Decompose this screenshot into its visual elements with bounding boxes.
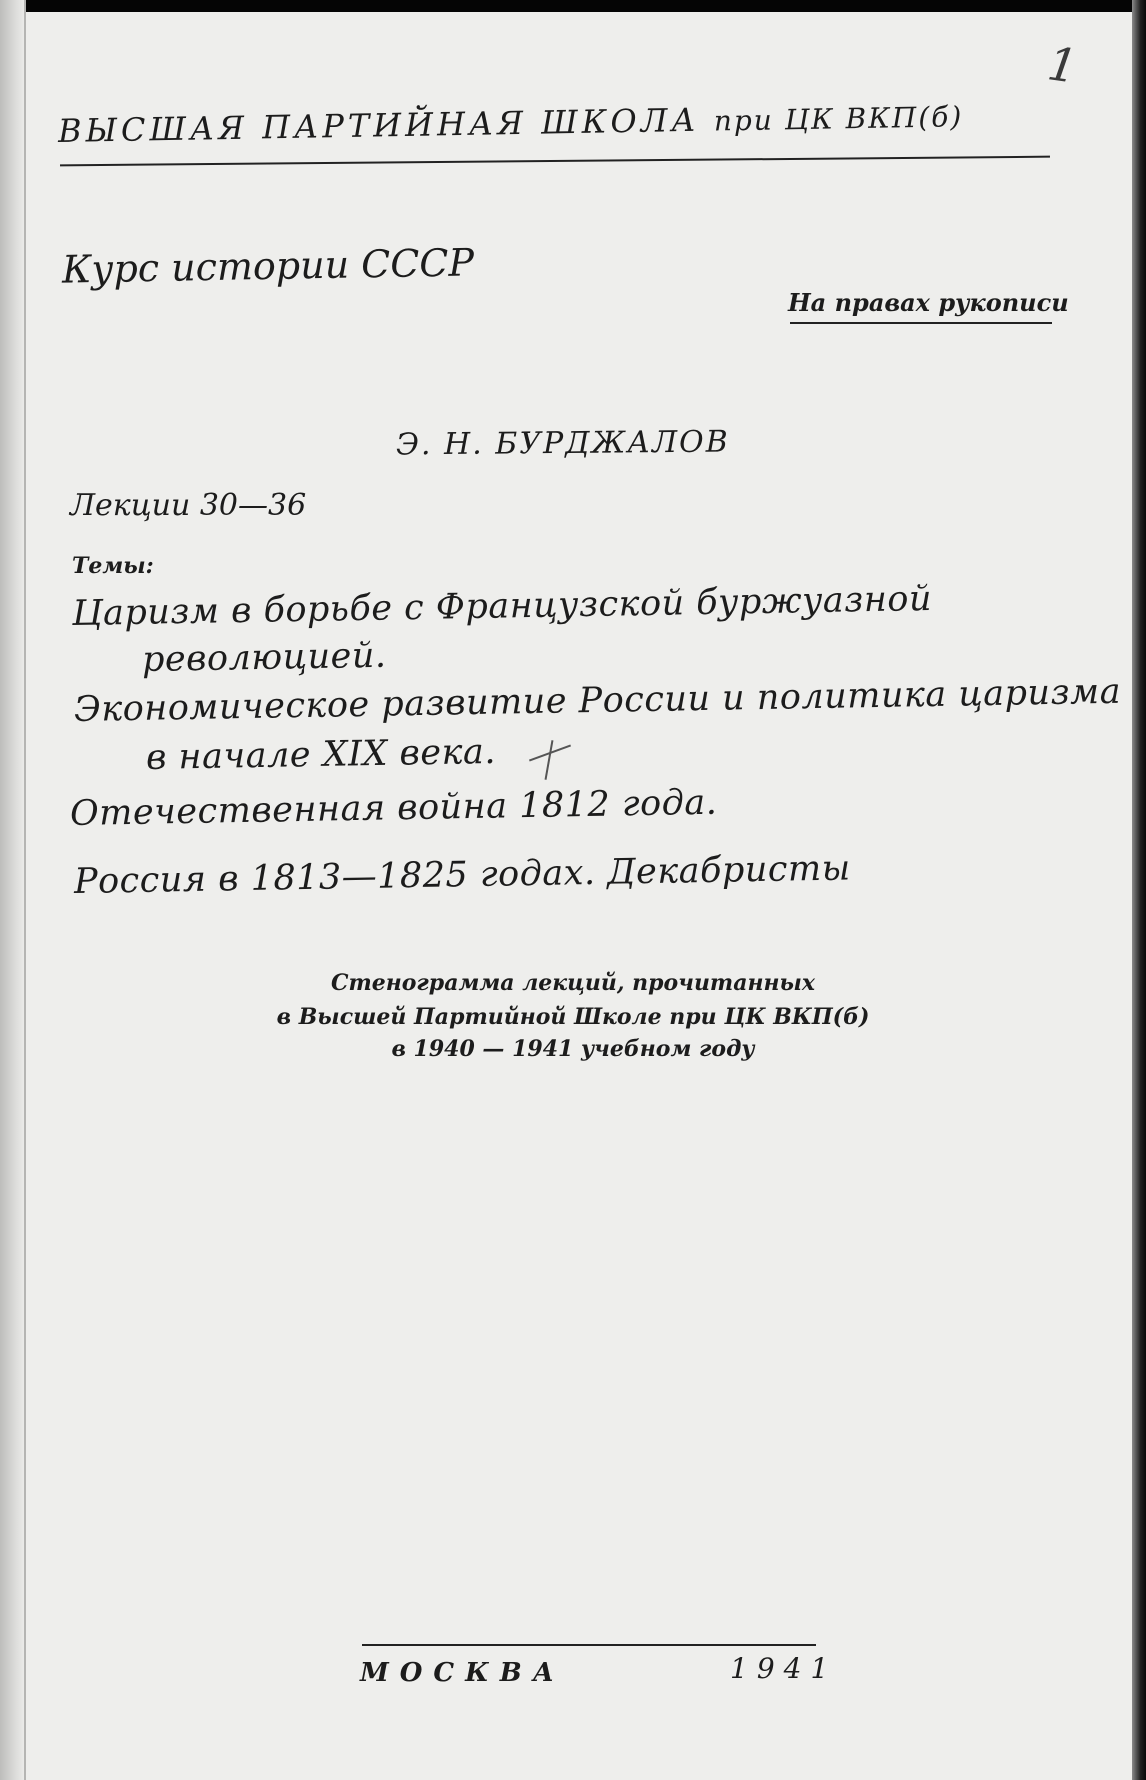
stenogram-line-2: в Высшей Партийной Школе при ЦК ВКП(б) <box>276 1004 870 1030</box>
fold-line <box>24 0 26 1780</box>
page-binding-fold <box>0 0 26 1780</box>
themes-label: Темы: <box>72 553 154 579</box>
scan-top-edge <box>0 0 1146 12</box>
institution-header <box>58 96 964 150</box>
scan-right-edge <box>1132 0 1146 1780</box>
handwritten-page-number: 1 <box>1044 36 1081 94</box>
theme-4: Россия в 1813—1825 годах. Декабристы <box>73 848 852 902</box>
theme-1-line-1: Царизм в борьбе с Французской буржуазной <box>71 578 933 634</box>
pencil-cross-mark-stroke <box>545 740 554 780</box>
header-rule <box>60 156 1050 167</box>
lectures-range: Лекции 30—36 <box>70 488 307 523</box>
stenogram-line-3: в 1940 — 1941 учебном году <box>391 1036 755 1062</box>
institution-name: ВЫСШАЯ ПАРТИЙНАЯ ШКОЛА <box>57 100 700 150</box>
course-title: Курс истории СССР <box>61 240 475 292</box>
footer-rule <box>362 1644 816 1646</box>
publication-city: МОСКВА <box>360 1658 565 1688</box>
theme-1-line-2: революцией. <box>141 635 387 680</box>
author-name: Э. Н. БУРДЖАЛОВ <box>395 424 730 463</box>
theme-3: Отечественная война 1812 года. <box>69 782 718 834</box>
theme-2-line-1: Экономическое развитие России и политика царизма <box>73 671 1122 730</box>
stenogram-line-1: Стенограмма лекций, прочитанных <box>330 970 816 996</box>
theme-2-line-2: в начале XIX века. <box>145 731 497 778</box>
publication-year: 1941 <box>730 1652 838 1685</box>
rights-underline <box>790 322 1052 324</box>
rights-notice: На правах рукописи <box>788 288 1069 317</box>
institution-suffix: при ЦК ВКП(б) <box>713 100 964 138</box>
